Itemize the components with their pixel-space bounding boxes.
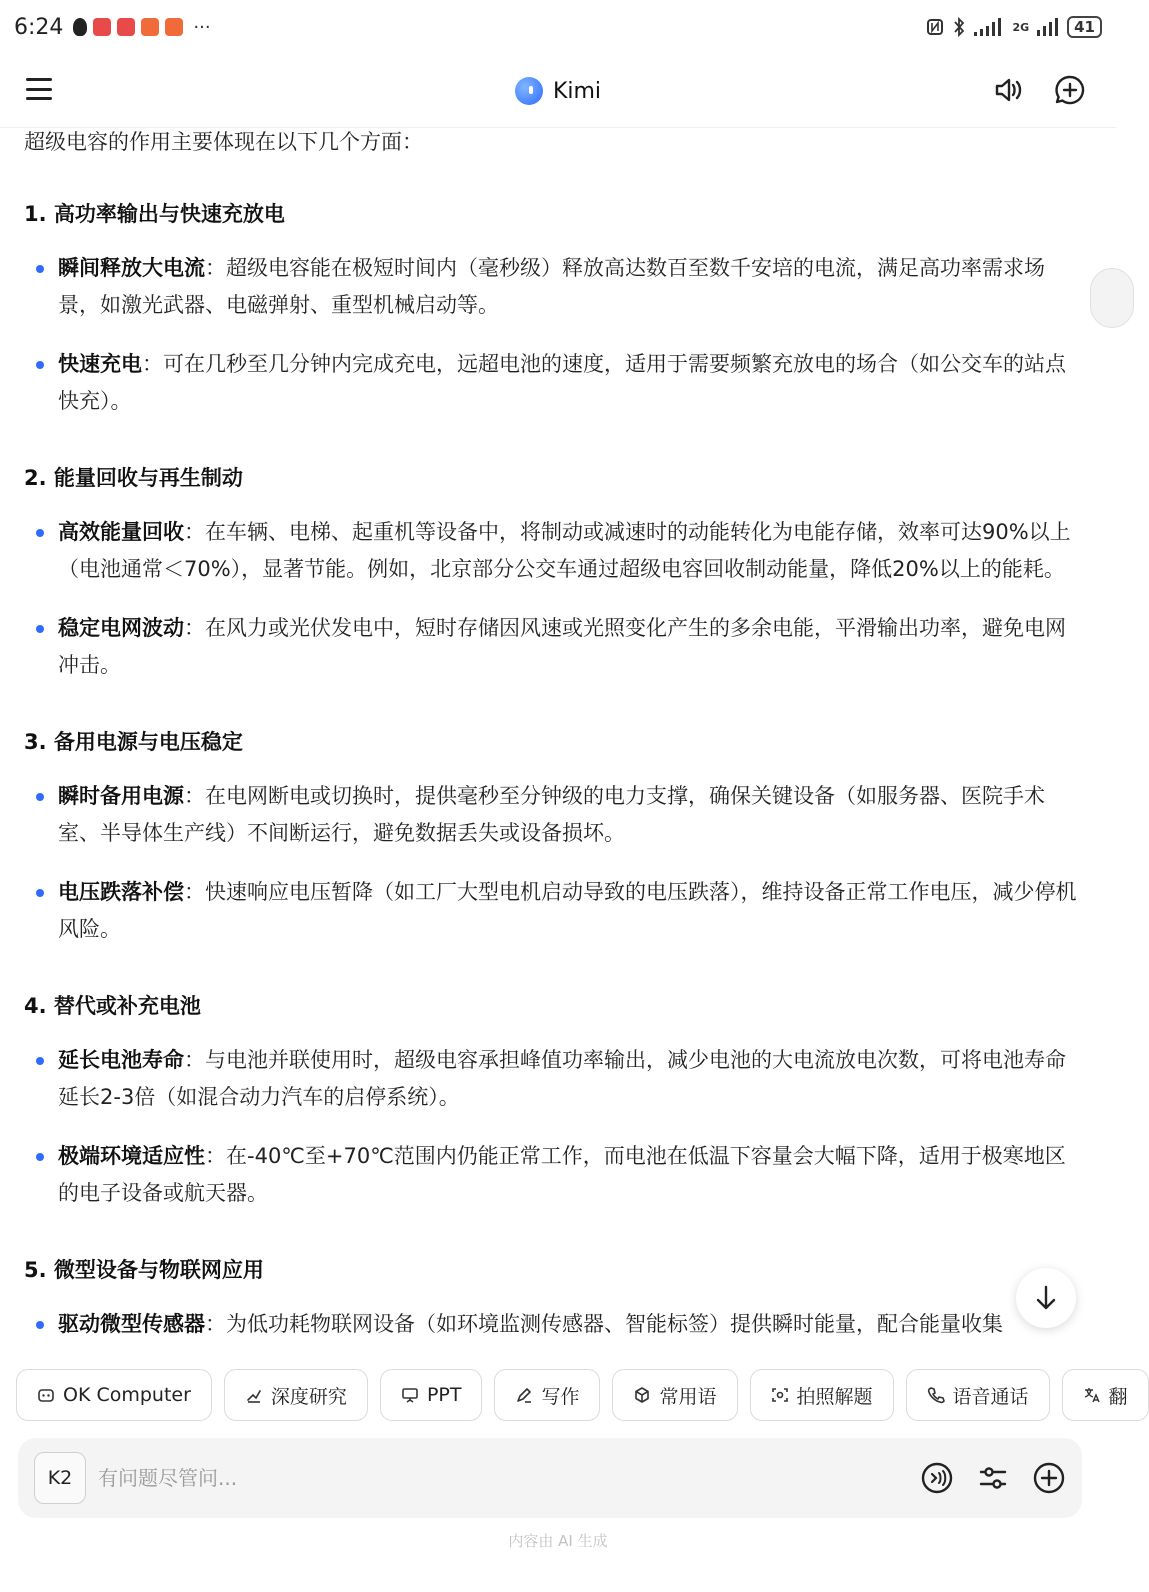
ai-generated-note: 内容由 AI 生成 [508,1532,608,1550]
cube-icon [633,1386,651,1404]
input-actions [920,1461,1066,1495]
chip-label: 写作 [541,1385,580,1408]
chip-phrases[interactable] [612,1369,737,1421]
chip-label: 常用语 [659,1385,717,1408]
input-bar [18,1438,1082,1518]
section-3 [24,728,1084,948]
phone-icon [927,1386,945,1404]
bluetooth-icon [952,17,966,37]
presentation-icon [401,1386,419,1404]
app-title: Kimi [552,78,602,104]
model-selector-button[interactable]: K2 [34,1452,86,1504]
item-text: ：在车辆、电梯、起重机等设备中，将制动或减速时的动能转化为电能存储，效率可达90%以上（电池通常＜70%），显著节能。例如，北京部分公交车通过超级电容回收制动能量，降低20%以上的能耗。 [58,520,1071,581]
chip-deep-research[interactable] [224,1369,368,1421]
status-time: 6:24 [14,14,64,40]
app-red-icon [117,18,135,36]
item-term: 快速充电 [58,352,142,376]
settings-sliders-icon[interactable] [976,1461,1010,1495]
chip-voice-call[interactable] [906,1369,1050,1421]
status-bar [0,0,1116,54]
item-text: ：在电网断电或切换时，提供毫秒至分钟级的电力支撑，确保关键设备（如服务器、医院手术室、半导体生产线）不间断运行，避免数据丢失或设备损坏。 [58,784,1045,845]
item-text: ：在-40℃至+70℃范围内仍能正常工作，而电池在低温下容量会大幅下降，适用于极寒地区的电子设备或航天器。 [58,1144,1066,1205]
list-item [24,1138,1084,1212]
section-title: 3. 备用电源与电压稳定 [24,730,243,754]
notification-icons [73,17,210,38]
research-icon [245,1386,263,1404]
answer-intro: 超级电容的作用主要体现在以下几个方面： [24,130,423,154]
item-text: ：为低功耗物联网设备（如环境监测传感器、智能标签）提供瞬时能量，配合能量收集 [205,1312,1003,1336]
section-title: 4. 替代或补充电池 [24,994,201,1018]
app-orange-icon [165,18,183,36]
kimi-logo-icon [515,77,543,105]
speaker-icon[interactable] [992,74,1024,106]
signal-icon [974,18,1004,36]
item-text: ：在风力或光伏发电中，短时存储因风速或光照变化产生的多余电能，平滑输出功率，避免电网冲击。 [58,616,1066,677]
chat-content [24,128,1084,1360]
chip-label: 深度研究 [270,1385,347,1408]
chip-photo-solve[interactable] [750,1369,894,1421]
section-title: 1. 高功率输出与快速充放电 [24,202,285,226]
app-red-icon [93,18,111,36]
nfc-icon [926,18,944,36]
arrow-down-icon [1034,1284,1058,1312]
list-item [24,250,1084,324]
tool-chips [16,1369,1128,1421]
add-attachment-icon[interactable] [1032,1461,1066,1495]
section-4 [24,992,1084,1212]
list-item [24,874,1084,948]
list-item [24,610,1084,684]
list-item [24,1042,1084,1116]
battery-indicator: 41 [1067,16,1102,38]
section-title: 2. 能量回收与再生制动 [24,466,243,490]
chip-label: OK Computer [63,1384,191,1406]
item-term: 极端环境适应性 [58,1144,205,1168]
robot-icon [37,1386,55,1404]
voice-input-icon[interactable] [920,1461,954,1495]
list-item [24,346,1084,420]
list-item [24,1306,1084,1343]
pen-icon [515,1386,533,1404]
scan-icon [771,1386,789,1404]
chip-label: 翻 [1108,1385,1128,1408]
brand [0,54,1116,128]
list-item [24,514,1084,588]
scroll-to-bottom-button[interactable] [1016,1268,1076,1328]
section-title: 5. 微型设备与物联网应用 [24,1258,264,1282]
item-text: ：超级电容能在极短时间内（毫秒级）释放高达数百至数千安培的电流，满足高功率需求场景，如激光武器、电磁弹射、重型机械启动等。 [58,256,1045,317]
item-term: 瞬时备用电源 [58,784,184,808]
section-1 [24,200,1084,420]
app-header [0,54,1116,128]
menu-icon[interactable] [26,78,52,100]
chip-label: 拍照解题 [796,1385,873,1408]
item-term: 稳定电网波动 [58,616,184,640]
chip-label: 语音通话 [952,1385,1029,1408]
item-text: ：快速响应电压暂降（如工厂大型电机启动导致的电压跌落），维持设备正常工作电压，减少停机风险。 [58,880,1077,941]
qq-icon [73,18,87,36]
item-term: 延长电池寿命 [58,1048,184,1072]
item-term: 瞬间释放大电流 [58,256,205,280]
section-5 [24,1256,1084,1343]
translate-icon [1083,1386,1101,1404]
chip-ok-computer[interactable] [16,1369,212,1421]
app-orange-icon [141,18,159,36]
floating-assistant-avatar[interactable] [1090,268,1134,328]
item-text: ：与电池并联使用时，超级电容承担峰值功率输出，减少电池的大电流放电次数，可将电池寿命延长2-3倍（如混合动力汽车的启停系统）。 [58,1048,1066,1109]
chip-ppt[interactable] [380,1369,483,1421]
section-2 [24,464,1084,684]
status-right [926,16,1102,38]
item-term: 驱动微型传感器 [58,1312,205,1336]
network-label: 2G [1012,20,1030,34]
signal-2-icon [1037,18,1059,36]
chip-translate[interactable] [1062,1369,1149,1421]
chip-writing[interactable] [494,1369,600,1421]
more-notifications-icon: ··· [193,16,211,38]
new-chat-icon[interactable] [1054,74,1086,106]
item-text: ：可在几秒至几分钟内完成充电，远超电池的速度，适用于需要频繁充放电的场合（如公交车的站点快充）。 [58,352,1066,413]
chip-label: PPT [426,1384,462,1406]
item-term: 高效能量回收 [58,520,184,544]
list-item [24,778,1084,852]
prompt-input[interactable] [98,1466,920,1490]
item-term: 电压跌落补偿 [58,880,184,904]
